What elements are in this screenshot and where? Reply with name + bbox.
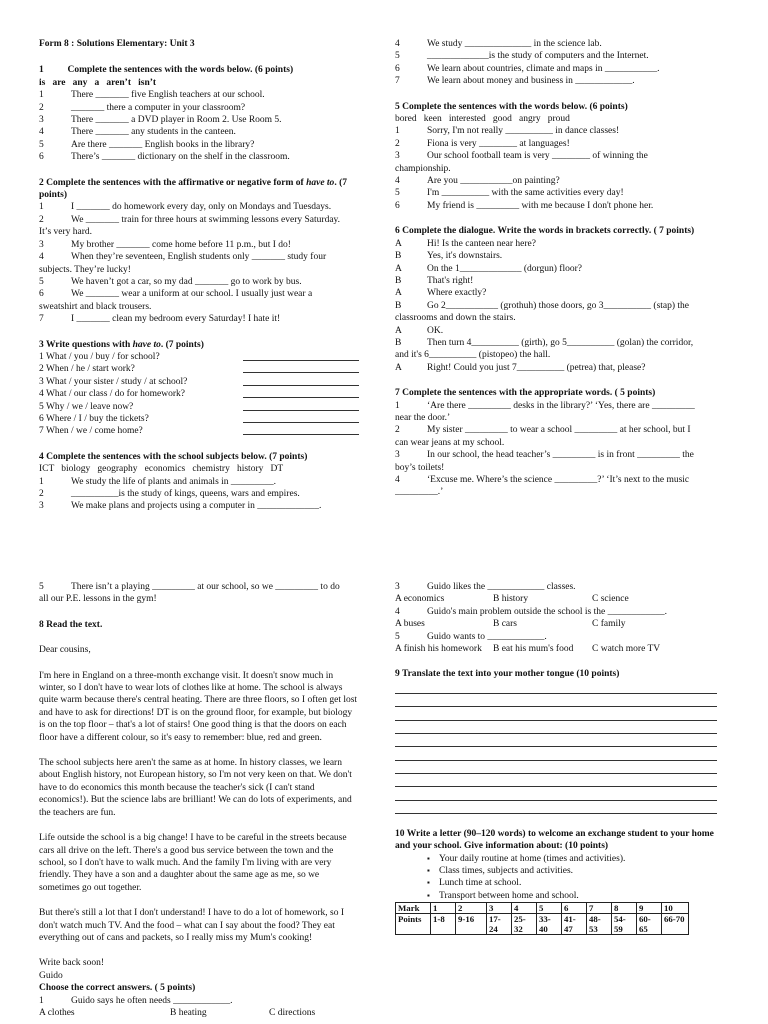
ex3-item: 4 What / our class / do for homework? (39, 388, 359, 400)
writing-line (395, 721, 717, 734)
points-row (396, 914, 689, 935)
ex1-word-bank: is are any a aren’t isn’t (39, 77, 157, 88)
ex7-item-cont: _________.’ (395, 487, 444, 498)
writing-line (395, 734, 717, 747)
table-cell: 2 (456, 903, 487, 914)
mc-option: A finish his homework (395, 644, 482, 655)
ex9-heading: 9 Translate the text into your mother tongue (10 points) (395, 669, 620, 680)
mc-options (395, 618, 725, 630)
worksheet-title: Form 8 : Solutions Elementary: Unit 3 (39, 39, 195, 49)
table-cell: 33-40 (537, 914, 562, 935)
ex2-item: 3 My brother _______ come home before 11 p.m., but I do! (39, 239, 291, 250)
mc-question: 4 Guido's main problem outside the school is the ____________. (395, 606, 667, 617)
table-cell: 3 (487, 903, 512, 914)
bullet-item: ▪ Transport between home and school. (427, 890, 725, 902)
table-cell: 9-16 (456, 914, 487, 935)
ex5-item: 6 My friend is _________ with me because I don't phone her. (395, 200, 654, 211)
ex1-item: 3 There _______ a DVD player in Room 2. Use Room 5. (39, 115, 282, 126)
ex7-item: 1 ‘Are there _________ desks in the library?’ ‘Yes, there are _________ (395, 400, 695, 411)
letter-paragraph: I'm here in England on a three-month exchange visit. It doesn't snow much in winter, so I don't have to wear lots of clothes like at home. The school is always quite warm because there's central heating. There are three floors, so I often get lost and have to ask for directions! DT is on the ground floor, for example, but biology is on the top floor – that's a lot of stairs! One good thing is that the doors on each floor have a different colour, so it's easy to remember: blue, red and green. (39, 670, 358, 743)
ex5-heading: 5 Complete the sentences with the words below. (6 points) (395, 101, 628, 112)
writing-line (395, 787, 717, 800)
writing-line (395, 801, 717, 814)
ex7-heading: 7 Complete the sentences with the appropriate words. ( 5 points) (395, 388, 656, 399)
dialogue-line: A OK. (395, 325, 444, 336)
answer-line (243, 425, 359, 435)
ex1-heading: 1 Complete the sentences with the words below. (6 points) (39, 65, 294, 76)
ex2-items (39, 201, 359, 325)
ex4-item: 5 _____________is the study of computers and the Internet. (395, 51, 649, 62)
mc-option: B history (493, 594, 529, 605)
bullet-item: ▪ Your daily routine at home (times and activities). (427, 853, 725, 865)
dialogue-line: A On the 1_____________ (dorgun) floor? (395, 263, 582, 274)
ex5-item: 5 I'm __________ with the same activities every day! (395, 188, 624, 199)
ex4-item: 7 We learn about money and business in ____________. (395, 76, 635, 87)
mc-option: B eat his mum's food (493, 644, 574, 655)
table-cell: Mark (396, 903, 431, 914)
ex7-item-cont: all our P.E. lessons in the gym! (39, 594, 157, 605)
table-cell: 41-47 (562, 914, 587, 935)
answer-line (243, 351, 359, 361)
table-cell: 25-32 (512, 914, 537, 935)
mc-options (395, 593, 725, 605)
table-cell: 8 (612, 903, 637, 914)
writing-line (395, 694, 717, 707)
ex10-bullets (395, 853, 725, 903)
dialogue-line-cont: and it's 6__________ (pistopeo) the hall. (395, 350, 551, 361)
bullet-item: ▪ Class times, subjects and activities. (427, 865, 725, 877)
answer-line (243, 388, 359, 398)
mc-question: 3 Guido likes the ____________ classes. (395, 582, 576, 592)
ex2-item-cont: It’s very hard. (39, 227, 93, 238)
answer-line (243, 413, 359, 423)
writing-line (395, 747, 717, 760)
ex7-item: 5 There isn’t a playing _________ at our school, so we _________ to do (39, 582, 340, 592)
table-cell: Points (396, 914, 431, 935)
writing-line (395, 681, 717, 694)
bottom-left-column (39, 581, 359, 1019)
ex5-item-cont: championship. (395, 163, 451, 174)
writing-line (395, 774, 717, 787)
table-cell: 54-59 (612, 914, 637, 935)
mc-options (39, 1007, 359, 1019)
choose-heading: Choose the correct answers. ( 5 points) (39, 983, 196, 994)
ex4-item: 2 __________is the study of kings, queens, wars and empires. (39, 489, 300, 499)
mc-option: B heating (170, 1007, 207, 1018)
ex5-item: 1 Sorry, I'm not really __________ in dance classes! (395, 126, 620, 137)
table-cell: 9 (637, 903, 662, 914)
writing-line (395, 761, 717, 774)
ex1-item: 4 There _______ any students in the canteen. (39, 127, 236, 138)
ex8-heading: 8 Read the text. (39, 619, 103, 630)
dialogue-line: B That's right! (395, 275, 474, 286)
translation-lines (395, 681, 725, 814)
writing-line (395, 707, 717, 720)
ex1-item: 5 Are there _______ English books in the library? (39, 139, 255, 150)
table-cell: 60-65 (637, 914, 662, 935)
dialogue-line: B Go 2___________ (grothuh) those doors, go 3__________ (stap) the (395, 300, 690, 311)
marks-row (396, 903, 689, 914)
table-cell: 1 (431, 903, 456, 914)
mc-question: 5 Guido wants to ____________. (395, 631, 547, 642)
ex7-item-cont: boy’s toilets! (395, 462, 445, 473)
letter-paragraph: Life outside the school is a big change! I have to be careful in the streets because cars all drive on the left. There's a good bus service between the town and the school, so I don't have to walk much. And the family I'm living with are very friendly. They have a son and a daughter about the same age as me, so we sometimes go out together. (39, 833, 347, 893)
ex3-item: 5 Why / we / leave now? (39, 401, 359, 413)
table-cell: 6 (562, 903, 587, 914)
ex4-item: 6 We learn about countries, climate and maps in ___________. (395, 63, 660, 74)
table-cell: 10 (662, 903, 689, 914)
mc-question: 1 Guido says he often needs ____________. (39, 995, 233, 1006)
marks-table (395, 902, 689, 935)
ex2-item: 4 When they’re seventeen, English students only _______ study four (39, 252, 327, 263)
ex3-item: 6 Where / I / buy the tickets? (39, 413, 359, 425)
letter-greeting: Dear cousins, (39, 645, 91, 656)
ex1-item: 2 _______ there a computer in your classroom? (39, 102, 246, 113)
mc-option: C watch more TV (592, 644, 661, 655)
ex10-heading: 10 Write a letter (90–120 words) to welcome an exchange student to your home and your school. Give information about: (10 points) (395, 828, 714, 852)
ex4-item: 1 We study the life of plants and animals in _________. (39, 476, 277, 487)
ex2-item: 2 We _______ train for three hours at swimming lessons every Saturday. (39, 214, 341, 225)
letter-paragraph: But there's still a lot that I don't understand! I have to do a lot of homework, so I don't watch much TV. And the food – what can I say about the food? They eat everything out of cans and packets, so I really miss my Mum's cooking! (39, 908, 344, 943)
ex5-item: 4 Are you ___________on painting? (395, 176, 560, 187)
mc-option: C directions (269, 1007, 316, 1018)
dialogue-line-cont: classrooms and down the stairs. (395, 313, 516, 324)
answer-line (243, 401, 359, 411)
letter-signoff: Write back soon! (39, 958, 105, 969)
mc-option: A buses (395, 619, 425, 630)
ex4-word-bank: ICT biology geography economics chemistry history DT (39, 464, 284, 475)
ex2-item-cont: sweatshirt and black trousers. (39, 301, 152, 312)
ex7-item: 4 ‘Excuse me. Where’s the science _________?’ ‘It’s next to the music (395, 475, 690, 485)
dialogue-line: A Where exactly? (395, 288, 487, 299)
answer-line (243, 363, 359, 373)
mc-option: A clothes (39, 1007, 75, 1018)
ex3-heading: 3 Write questions with have to. (7 points) (39, 339, 204, 350)
ex5-item: 2 Fiona is very ________ at languages! (395, 138, 570, 149)
mc-option: C family (592, 619, 626, 630)
ex5-word-bank: bored keen interested good angry proud (395, 114, 570, 125)
ex7-item-cont: near the door.’ (395, 412, 451, 423)
table-cell: 66-70 (662, 914, 689, 935)
table-cell: 5 (537, 903, 562, 914)
ex2-heading: 2 Complete the sentences with the affirmative or negative form of have to. (7 points) (39, 177, 347, 201)
ex3-item: 1 What / you / buy / for school? (39, 351, 359, 363)
ex3-item: 7 When / we / come home? (39, 425, 359, 437)
answer-line (243, 376, 359, 386)
ex2-item: 7 I _______ clean my bedroom every Saturday! I hate it! (39, 314, 281, 325)
ex7-item: 2 My sister _________ to wear a school _________ at her school, but I (395, 425, 691, 436)
ex6-heading: 6 Complete the dialogue. Write the words in brackets correctly. ( 7 points) (395, 226, 695, 237)
ex2-item: 6 We _______ wear a uniform at our school. I usually just wear a (39, 289, 313, 300)
letter-signature: Guido (39, 970, 63, 981)
table-cell: 17-24 (487, 914, 512, 935)
ex4-item: 4 We study ______________ in the science lab. (395, 39, 602, 49)
ex2-item: 5 We haven’t got a car, so my dad _______ go to work by bus. (39, 276, 302, 287)
letter-paragraph: The school subjects here aren't the same as at home. In history classes, we learn about English history, not European history, so I'm not very keen on that. We don't have to do economics this month because the teacher's sick (I can't stand economics!). But the science labs are brilliant! We can do lots of experiments, and the teachers are fun. (39, 758, 352, 818)
dialogue-line: B Then turn 4__________ (girth), go 5__________ (golan) the corridor, (395, 337, 694, 348)
table-cell: 1-8 (431, 914, 456, 935)
ex7-item: 3 In our school, the head teacher’s _________ is in front _________ the (395, 450, 694, 461)
table-cell: 4 (512, 903, 537, 914)
table-cell: 48-53 (587, 914, 612, 935)
mc-option: B cars (493, 619, 518, 630)
ex4-heading: 4 Complete the sentences with the school subjects below. (7 points) (39, 451, 308, 462)
bottom-right-column (395, 581, 725, 935)
ex3-items (39, 351, 359, 438)
dialogue-line: A Right! Could you just 7__________ (petrea) that, please? (395, 362, 646, 373)
table-cell: 7 (587, 903, 612, 914)
ex3-item: 2 When / he / start work? (39, 363, 359, 375)
ex1-item: 6 There’s _______ dictionary on the shelf in the classroom. (39, 152, 290, 163)
ex4-item: 3 We make plans and projects using a computer in _____________. (39, 501, 322, 512)
ex2-item-cont: subjects. They’re lucky! (39, 264, 131, 275)
ex2-item: 1 I _______ do homework every day, only on Mondays and Tuesdays. (39, 202, 332, 213)
top-left-column (39, 38, 359, 513)
ex3-item: 3 What / your sister / study / at school? (39, 376, 359, 388)
top-right-column (395, 38, 715, 499)
dialogue-line: A Hi! Is the canteen near here? (395, 238, 536, 249)
ex5-item: 3 Our school football team is very ________ of winning the (395, 151, 648, 162)
ex7-item-cont: can wear jeans at my school. (395, 437, 505, 448)
mc-option: C science (592, 594, 629, 605)
mc-options (395, 643, 725, 655)
ex1-items (39, 89, 359, 163)
mc-option: A economics (395, 594, 445, 605)
dialogue-line: B Yes, it's downstairs. (395, 251, 503, 262)
ex1-item: 1 There _______ five English teachers at our school. (39, 90, 265, 101)
bullet-item: ▪ Lunch time at school. (427, 877, 725, 889)
